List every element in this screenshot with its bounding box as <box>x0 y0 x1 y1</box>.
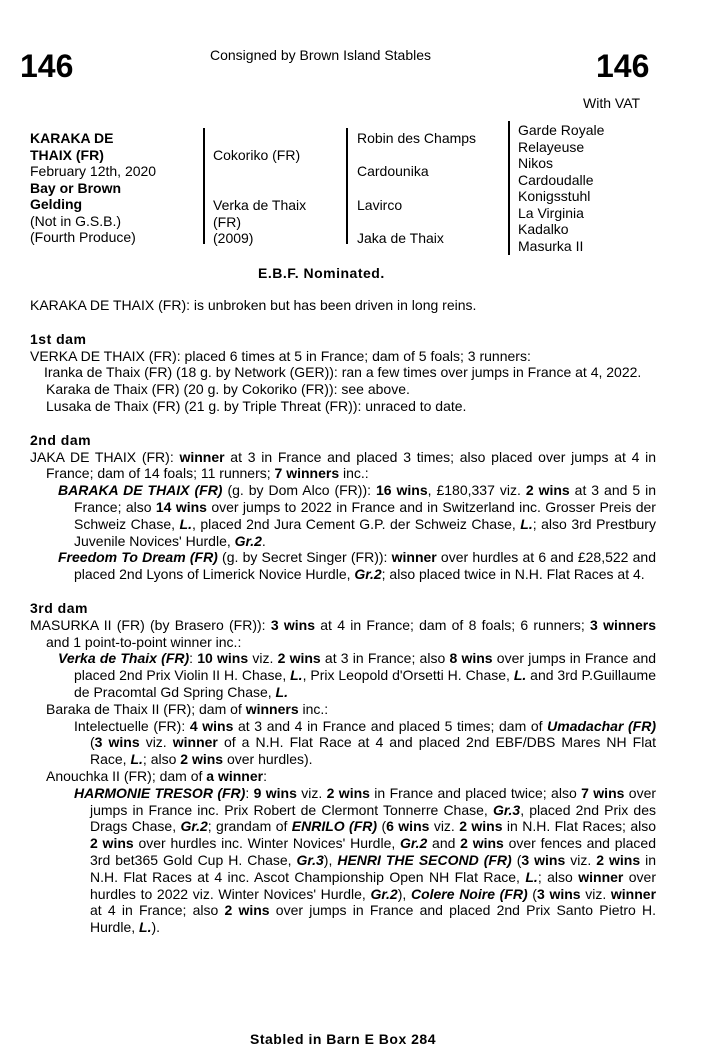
pedigree-gen3-0: Robin des Champs <box>357 130 477 146</box>
pedigree-gen4-6: Kadalko <box>518 221 569 237</box>
lot-number-right: 146 <box>596 48 650 84</box>
vat-note: With VAT <box>583 95 641 111</box>
stabling-footer: Stabled in Barn E Box 284 <box>250 1031 436 1047</box>
pedigree-gen3-2: Lavirco <box>357 197 403 213</box>
second-dam-line: JAKA DE THAIX (FR): winner at 3 in France and placed 3 times; also placed over jumps at 4 in France; dam of 14 foals; 11 runners; 7 winners inc.: <box>30 448 656 482</box>
horse-details <box>30 130 200 246</box>
pedigree-divider-3 <box>508 121 510 255</box>
verka-de-thaix-entry: Verka de Thaix (FR): 10 wins viz. 2 wins at 3 in France; also 8 wins over jumps in France and placed 2nd Prix Violin II H. Chase, L., Prix Leopold d'Orsetti H. Chase, L. and 3rd P.Guillaume de Pracomtal Gd Spring Chase, L. <box>58 650 657 700</box>
harmonie-tresor-entry: HARMONIE TRESOR (FR): 9 wins viz. 2 wins in France and placed twice; also 7 wins over jumps in France inc. Prix Robert de Clermont Tonnerre Chase, Gr.3, placed 2nd Prix des Drags Chase, Gr.2; grandam of ENRILO (FR) (6 wins viz. 2 wins in N.H. Flat Races; also 2 wins over hurdles inc. Winter Novices' Hurdle, Gr.2 and 2 wins over fences and placed 3rd bet365 Gold Cup H. Chase, Gr.3), HENRI THE SECOND (FR) (3 wins viz. 2 wins in N.H. Flat Races at 4 inc. Ascot Championship Open NH Flat Race, L.; also winner over hurdles to 2022 viz. Winter Novices' Hurdle, Gr.2), Colere Noire (FR) (3 wins viz. winner at 4 in France; also 2 wins over jumps in France and placed 2nd Prix Santo Pietro H. Hurdle, L.). <box>74 784 657 936</box>
pedigree-dam-line1: Verka de Thaix <box>213 197 307 213</box>
pedigree-gen4 <box>518 122 604 254</box>
horse-gsb: (Not in G.S.B.) <box>30 212 122 229</box>
intro-line: KARAKA DE THAIX (FR): is unbroken but has been driven in long reins. <box>30 297 477 313</box>
baraka-de-thaix-ii-entry: Baraka de Thaix II (FR); dam of winners inc.: <box>46 700 329 717</box>
pedigree-gen4-0: Garde Royale <box>518 122 605 138</box>
pedigree-gen4-5: La Virginia <box>518 204 584 221</box>
horse-produce: (Fourth Produce) <box>30 229 136 245</box>
freedom-to-dream-entry: Freedom To Dream (FR) (g. by Secret Singer (FR)): winner over hurdles at 6 and £28,522 and placed 2nd Lyons of Limerick Novice Hurdle, Gr.2; also placed twice in N.H. Flat Races at 4. <box>58 549 657 583</box>
horse-dob: February 12th, 2020 <box>30 163 157 179</box>
horse-name-line2: THAIX (FR) <box>30 146 104 163</box>
first-dam-foal-1: Karaka de Thaix (FR) (20 g. by Cokoriko (FR)): see above. <box>46 381 410 398</box>
pedigree-dam-line3: (2009) <box>213 230 254 246</box>
horse-colour-line1: Bay or Brown <box>30 179 122 196</box>
pedigree-gen4-1: Relayeuse <box>518 138 585 155</box>
baraka-de-thaix-entry: BARAKA DE THAIX (FR) (g. by Dom Alco (FR)): 16 wins, £180,337 viz. 2 wins at 3 and 5 in France; also 14 wins over jumps to 2022 in France and in Switzerland inc. Grosser Preis der Schweiz Chase, L., placed 2nd Jura Cement G.P. der Schweiz Chase, L.; also 3rd Prestbury Juvenile Novices' Hurdle, Gr.2. <box>58 482 657 549</box>
pedigree-gen4-2: Nikos <box>518 155 554 171</box>
lot-number-left: 146 <box>20 48 74 84</box>
pedigree-divider-1 <box>203 128 205 244</box>
pedigree-gen3-3: Jaka de Thaix <box>357 230 444 246</box>
horse-colour-line2: Gelding <box>30 196 83 212</box>
second-dam-heading: 2nd dam <box>30 431 92 448</box>
pedigree-dam-line2: (FR) <box>213 213 241 230</box>
pedigree-divider-2 <box>346 128 348 244</box>
pedigree-gen4-4: Konigsstuhl <box>518 188 591 204</box>
pedigree-gen3-1: Cardounika <box>357 163 429 179</box>
pedigree-gen4-7: Masurka II <box>518 237 584 254</box>
first-dam-heading: 1st dam <box>30 330 87 347</box>
first-dam-foal-2: Lusaka de Thaix (FR) (21 g. by Triple Threat (FR)): unraced to date. <box>46 397 467 414</box>
third-dam-heading: 3rd dam <box>30 599 88 616</box>
first-dam-foal-0: Iranka de Thaix (FR) (18 g. by Network (GER)): ran a few times over jumps in France at 4, 2022. <box>44 364 642 381</box>
pedigree-sire: Cokoriko (FR) <box>213 147 301 163</box>
ebf-nominated: E.B.F. Nominated. <box>258 265 385 281</box>
pedigree-dam <box>213 197 306 247</box>
first-dam-line: VERKA DE THAIX (FR): placed 6 times at 5 in France; dam of 5 foals; 3 runners: <box>30 347 531 364</box>
consignor-line: Consigned by Brown Island Stables <box>210 47 432 63</box>
third-dam-line: MASURKA II (FR) (by Brasero (FR)): 3 wins at 4 in France; dam of 8 foals; 6 runners; 3 winners and 1 point-to-point winner inc.: <box>30 616 656 650</box>
catalogue-body <box>30 297 656 936</box>
horse-name-line1: KARAKA DE <box>30 130 114 146</box>
pedigree-gen4-3: Cardoudalle <box>518 171 594 188</box>
intelectuelle-entry: Intelectuelle (FR): 4 wins at 3 and 4 in France and placed 5 times; dam of Umadachar (FR) (3 wins viz. winner of a N.H. Flat Race at 4 and placed 2nd EBF/DBS Mares NH Flat Race, L.; also 2 wins over hurdles). <box>74 717 657 768</box>
anouchka-ii-entry: Anouchka II (FR); dam of a winner: <box>46 767 267 784</box>
